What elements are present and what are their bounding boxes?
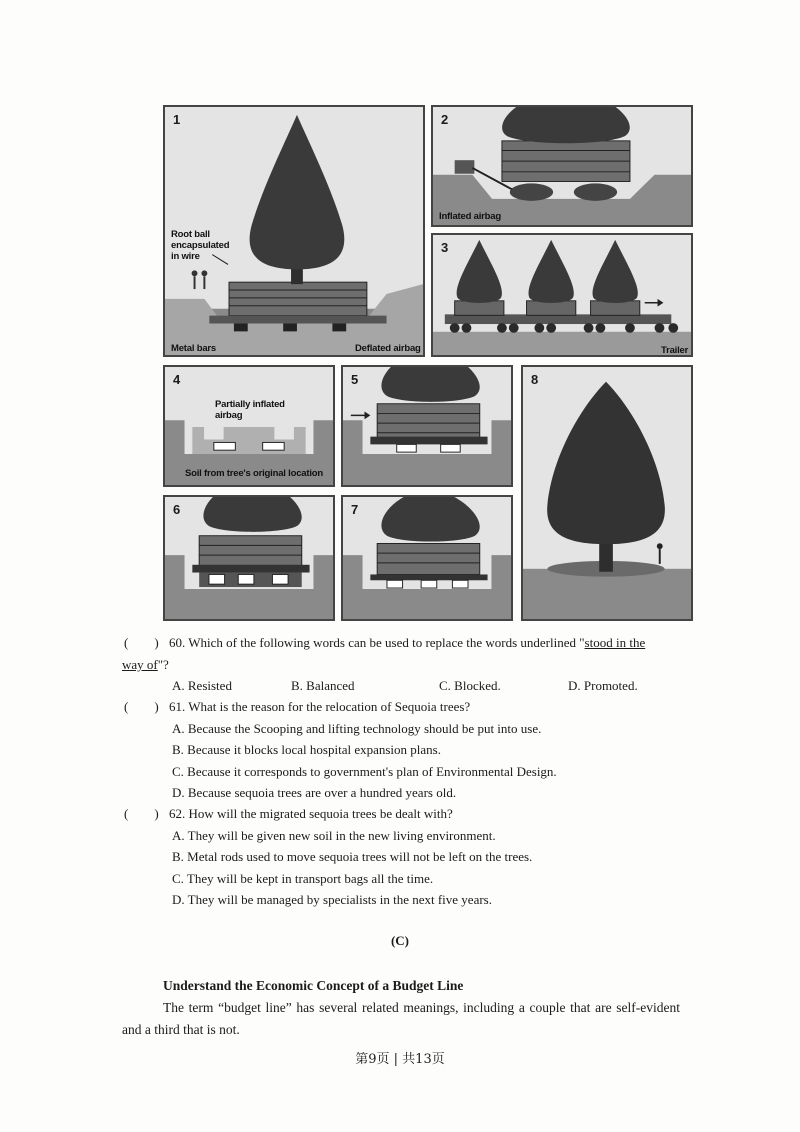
panel-number: 3 — [441, 240, 449, 255]
panel-1 — [163, 105, 425, 357]
panel-2-illustration — [433, 107, 691, 225]
panel-6-illustration — [165, 497, 333, 619]
option-c[interactable]: C. Blocked. — [439, 678, 501, 693]
panel-6 — [163, 495, 335, 621]
panel-4 — [163, 365, 335, 487]
answer-blank[interactable]: ( ) — [124, 635, 159, 650]
option-a[interactable]: A. Resisted — [172, 678, 232, 693]
metal-bars-label: Metal bars — [171, 343, 216, 354]
question-text: 60. Which of the following words can be used to replace the words underlined " — [169, 635, 585, 650]
question-text: "? — [157, 657, 169, 672]
article-paragraph: The term “budget line” has several related meanings, including a couple that are self-evident and a third that is not. — [122, 1000, 680, 1037]
panel-3-illustration — [433, 235, 691, 355]
panel-5-illustration — [343, 367, 511, 485]
panel-8 — [521, 365, 693, 621]
answer-blank[interactable]: ( ) — [124, 699, 159, 714]
question-text: 62. How will the migrated sequoia trees be dealt with? — [169, 806, 453, 821]
option-b[interactable]: B. Balanced — [291, 678, 355, 693]
option-c[interactable]: C. They will be kept in transport bags all the time. — [172, 871, 434, 886]
option-b[interactable]: B. Because it blocks local hospital expansion plans. — [172, 742, 441, 757]
panel-number: 8 — [531, 372, 539, 387]
panel-5 — [341, 365, 513, 487]
question-62 — [124, 805, 453, 823]
partially-inflated-airbag-label: Partially inflated airbag — [215, 399, 285, 421]
soil-label: Soil from tree's original location — [185, 468, 323, 479]
inflated-airbag-label: Inflated airbag — [439, 211, 501, 222]
deflated-airbag-label: Deflated airbag — [355, 343, 421, 354]
question-text: 61. What is the reason for the relocation of Sequoia trees? — [169, 699, 471, 714]
question-60 — [124, 634, 645, 652]
tree-relocation-figure — [160, 105, 700, 623]
panel-8-illustration — [523, 367, 691, 619]
question-60-line2 — [122, 656, 169, 674]
panel-number: 6 — [173, 502, 181, 517]
option-a[interactable]: A. They will be given new soil in the new living environment. — [172, 828, 496, 843]
option-d[interactable]: D. Promoted. — [568, 678, 638, 693]
trailer-label: Trailer — [661, 345, 689, 356]
panel-number: 7 — [351, 502, 359, 517]
option-c[interactable]: C. Because it corresponds to government's plan of Environmental Design. — [172, 764, 557, 779]
panel-7 — [341, 495, 513, 621]
panel-number: 2 — [441, 112, 449, 127]
panel-number: 1 — [173, 112, 181, 127]
question-61 — [124, 698, 470, 716]
option-d[interactable]: D. Because sequoia trees are over a hundred years old. — [172, 785, 457, 800]
panel-3 — [431, 233, 693, 357]
panel-number: 5 — [351, 372, 359, 387]
panel-number: 4 — [173, 372, 181, 387]
article-title: Understand the Economic Concept of a Budget Line — [163, 978, 464, 993]
option-d[interactable]: D. They will be managed by specialists in the next five years. — [172, 892, 492, 907]
section-heading: (C) — [390, 933, 410, 948]
panel-7-illustration — [343, 497, 511, 619]
root-ball-label: Root ball encapsulated in wire — [171, 229, 230, 262]
option-b[interactable]: B. Metal rods used to move sequoia trees will not be left on the trees. — [172, 849, 533, 864]
answer-blank[interactable]: ( ) — [124, 806, 159, 821]
underlined-phrase: stood in the — [584, 635, 646, 650]
page-footer: 第9页 | 共13页 — [355, 1052, 445, 1067]
panel-2 — [431, 105, 693, 227]
underlined-phrase: way of — [122, 657, 158, 672]
option-a[interactable]: A. Because the Scooping and lifting technology should be put into use. — [172, 721, 542, 736]
